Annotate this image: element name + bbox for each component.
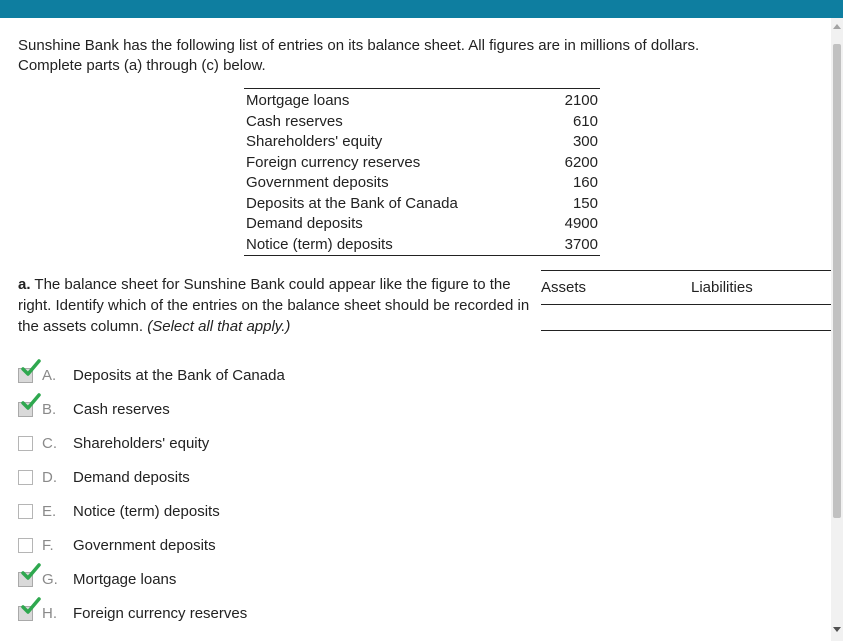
answer-option[interactable]	[18, 494, 285, 528]
entry-label: Government deposits	[246, 174, 389, 191]
intro-line-1: Sunshine Bank has the following list of entries on its balance sheet. All figures are in millions of dollars.	[18, 37, 700, 54]
checkmark-icon	[21, 597, 41, 615]
option-label: Notice (term) deposits	[73, 502, 220, 520]
entry-row	[244, 112, 600, 133]
vertical-scrollbar[interactable]	[831, 18, 843, 641]
question-part-a	[18, 274, 530, 337]
answer-option[interactable]	[18, 528, 285, 562]
checkbox[interactable]	[18, 399, 38, 419]
intro-text	[18, 36, 830, 76]
entry-row	[244, 153, 600, 174]
option-label: Deposits at the Bank of Canada	[73, 366, 285, 384]
balance-sheet-figure	[541, 270, 831, 331]
entry-label: Cash reserves	[246, 112, 343, 130]
checkbox[interactable]	[18, 603, 38, 623]
checkbox[interactable]	[18, 535, 38, 555]
checkbox-box[interactable]	[18, 436, 33, 451]
answer-option[interactable]	[18, 392, 285, 426]
scroll-thumb[interactable]	[833, 44, 841, 518]
option-letter: E.	[42, 502, 57, 520]
entry-row	[244, 214, 600, 235]
entry-label: Shareholders' equity	[246, 133, 383, 150]
checkbox[interactable]	[18, 501, 38, 521]
option-label: Government deposits	[73, 536, 216, 554]
balance-sheet-header	[541, 271, 831, 304]
answer-options	[18, 358, 285, 630]
checkmark-icon	[21, 393, 41, 411]
checkmark-icon	[21, 359, 41, 377]
entry-value: 150	[572, 194, 598, 212]
intro-line-2: Complete parts (a) through (c) below.	[18, 57, 266, 74]
entry-label: Mortgage loans	[246, 92, 350, 109]
option-letter: D.	[42, 468, 57, 486]
entry-label: Demand deposits	[246, 215, 363, 232]
question-instruction: (Select all that apply.)	[147, 318, 291, 335]
entry-row	[244, 235, 600, 256]
option-letter: A.	[42, 366, 57, 384]
option-letter: C.	[42, 434, 57, 452]
answer-option[interactable]	[18, 426, 285, 460]
option-letter: B.	[42, 400, 57, 418]
assets-column-label: Assets	[541, 279, 587, 296]
answer-option[interactable]	[18, 562, 285, 596]
option-letter: F.	[42, 536, 54, 554]
checkbox-box[interactable]	[18, 504, 33, 519]
option-label: Shareholders' equity	[73, 434, 210, 452]
balance-sheet-body	[541, 305, 831, 330]
entry-label: Deposits at the Bank of Canada	[246, 194, 458, 212]
top-header-bar	[0, 0, 843, 18]
entry-label: Notice (term) deposits	[246, 235, 393, 253]
question-text: The balance sheet for Sunshine Bank could appear like the figure to the right. Identify which of the entries on the balance sheet should be recorded in the assets column.	[18, 276, 530, 335]
entry-value: 160	[572, 174, 598, 191]
entry-value: 6200	[564, 153, 598, 171]
scroll-down-arrow-icon[interactable]	[833, 627, 841, 632]
entry-label: Foreign currency reserves	[246, 153, 421, 171]
scroll-up-arrow-icon[interactable]	[833, 24, 841, 29]
option-label: Foreign currency reserves	[73, 604, 248, 622]
option-label: Cash reserves	[73, 400, 170, 418]
entry-value: 610	[572, 112, 598, 130]
answer-option[interactable]	[18, 596, 285, 630]
balance-entries-table	[244, 88, 600, 256]
option-label: Mortgage loans	[73, 570, 177, 588]
checkbox[interactable]	[18, 365, 38, 385]
checkmark-icon	[21, 563, 41, 581]
entry-row	[244, 194, 600, 215]
entry-row	[244, 91, 600, 112]
checkbox-box[interactable]	[18, 470, 33, 485]
checkbox[interactable]	[18, 433, 38, 453]
entry-row	[244, 132, 600, 153]
divider	[541, 330, 831, 331]
entry-row	[244, 173, 600, 194]
entry-value: 4900	[564, 215, 598, 232]
option-letter: H.	[42, 604, 57, 622]
entry-value: 300	[572, 133, 598, 150]
answer-option[interactable]	[18, 460, 285, 494]
entry-value: 2100	[564, 92, 598, 109]
checkbox[interactable]	[18, 467, 38, 487]
option-label: Demand deposits	[73, 468, 190, 486]
part-label: a.	[18, 276, 31, 293]
option-letter: G.	[42, 570, 58, 588]
checkbox[interactable]	[18, 569, 38, 589]
answer-option[interactable]	[18, 358, 285, 392]
question-content	[18, 36, 830, 622]
entry-value: 3700	[564, 235, 598, 253]
liabilities-column-label: Liabilities	[691, 279, 753, 296]
checkbox-box[interactable]	[18, 538, 33, 553]
